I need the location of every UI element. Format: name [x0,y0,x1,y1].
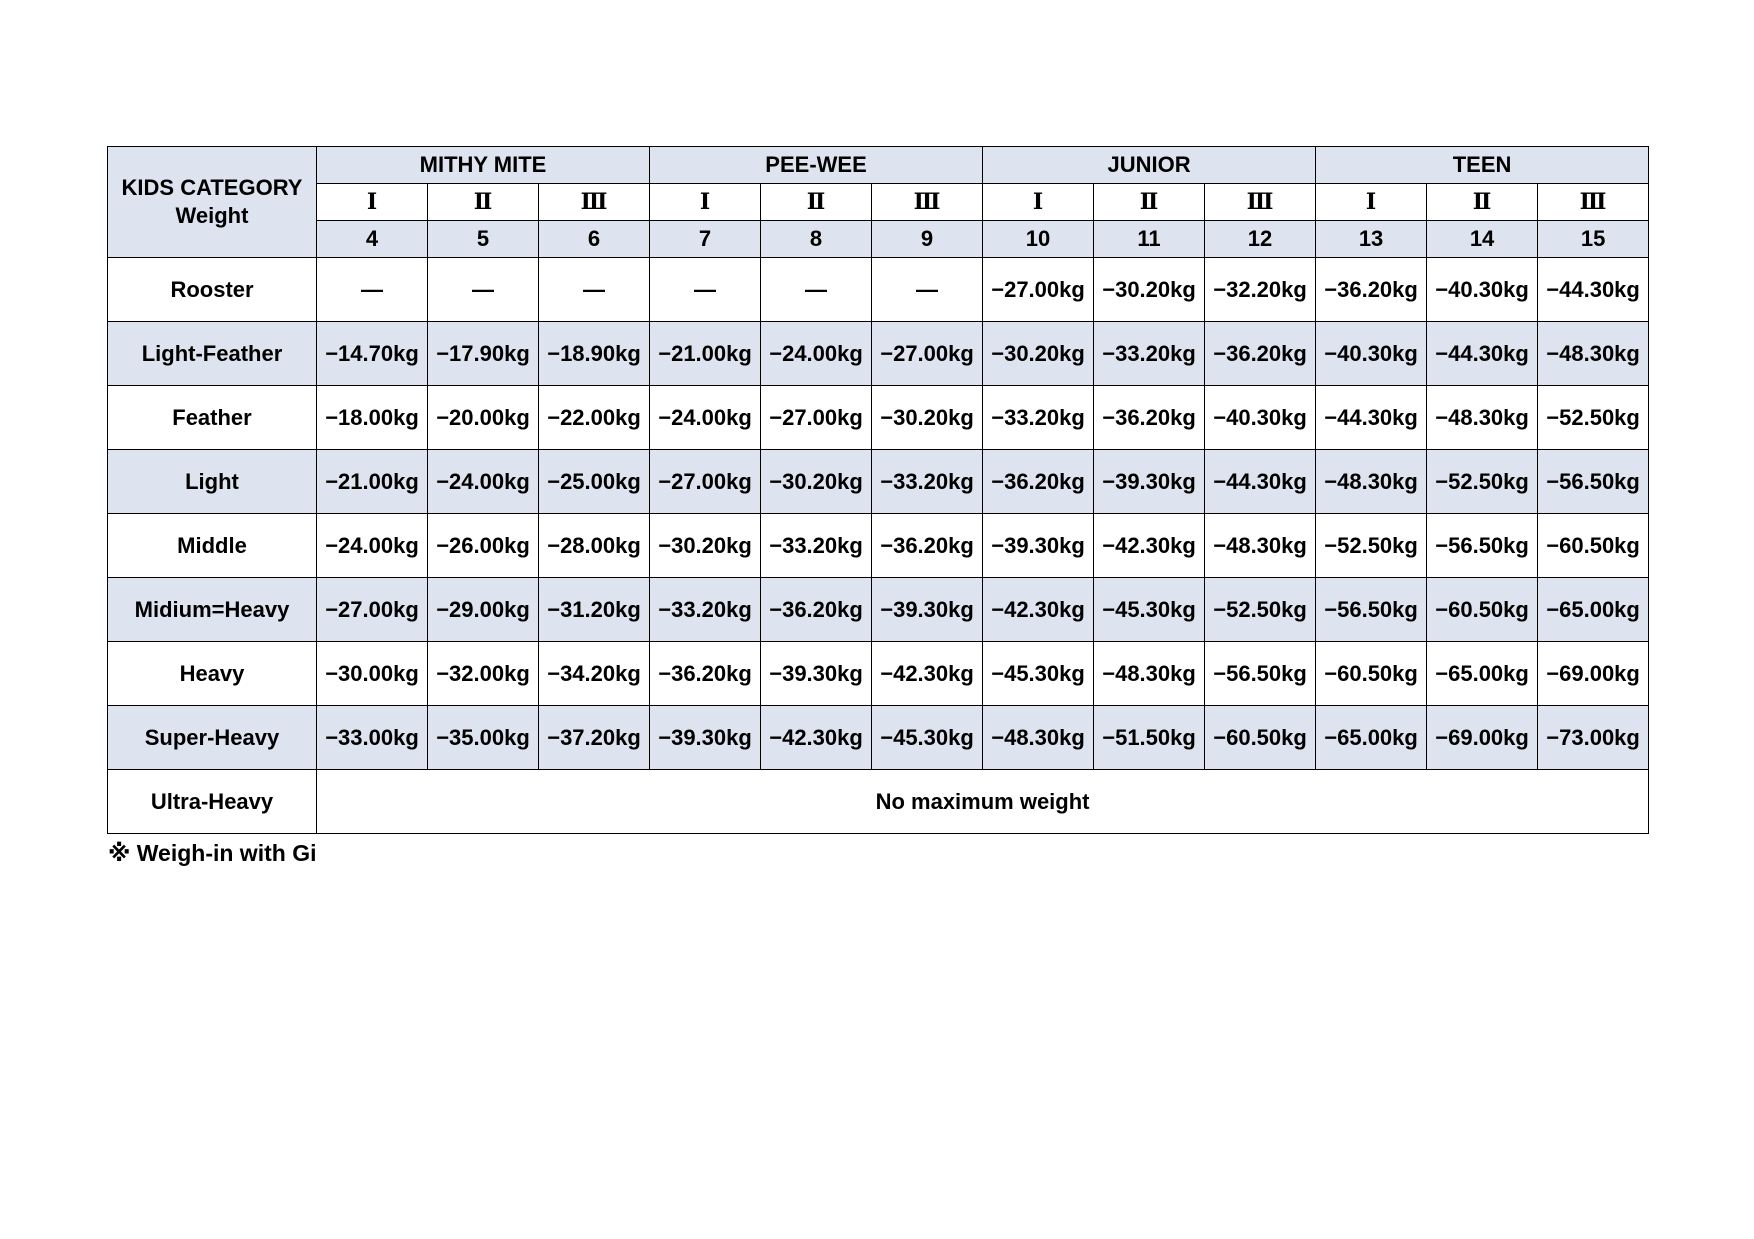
weight-cell: −65.00kg [1316,706,1427,770]
weight-cell: −45.30kg [1094,578,1205,642]
table-row [108,770,1649,834]
level-header: Ⅰ [983,184,1094,221]
weight-cell: −48.30kg [1094,642,1205,706]
corner-subtitle: Weight [175,203,249,228]
table-row [108,514,1649,578]
level-header: Ⅰ [1316,184,1427,221]
weight-cell: −56.50kg [1316,578,1427,642]
weight-cell: −24.00kg [650,386,761,450]
age-header: 15 [1538,221,1649,258]
level-header: Ⅲ [872,184,983,221]
weight-cell: −33.20kg [761,514,872,578]
weight-cell: −14.70kg [317,322,428,386]
category-label: Feather [108,386,317,450]
weight-cell: −20.00kg [428,386,539,450]
weight-cell: −27.00kg [872,322,983,386]
no-maximum-cell: No maximum weight [317,770,1649,834]
weight-cell: −27.00kg [761,386,872,450]
weight-cell: −29.00kg [428,578,539,642]
level-header: Ⅰ [317,184,428,221]
table-row [108,706,1649,770]
category-label: Heavy [108,642,317,706]
weight-cell: −65.00kg [1427,642,1538,706]
weight-cell: −42.30kg [1094,514,1205,578]
age-header: 13 [1316,221,1427,258]
weight-cell: −26.00kg [428,514,539,578]
age-header: 11 [1094,221,1205,258]
weight-cell: −60.50kg [1205,706,1316,770]
weight-cell: −36.20kg [983,450,1094,514]
weight-cell: −35.00kg [428,706,539,770]
weight-cell: — [650,258,761,322]
weight-cell: — [872,258,983,322]
weight-cell: −56.50kg [1205,642,1316,706]
weight-cell: −36.20kg [761,578,872,642]
weight-cell: −48.30kg [1427,386,1538,450]
weight-cell: −32.20kg [1205,258,1316,322]
weight-cell: −40.30kg [1316,322,1427,386]
category-label: Rooster [108,258,317,322]
age-header: 6 [539,221,650,258]
age-header: 9 [872,221,983,258]
group-header: PEE-WEE [650,147,983,184]
weight-cell: −30.20kg [872,386,983,450]
age-header: 7 [650,221,761,258]
group-header: TEEN [1316,147,1649,184]
weight-cell: −24.00kg [761,322,872,386]
weight-cell: −36.20kg [1316,258,1427,322]
weight-cell: −48.30kg [1205,514,1316,578]
weight-cell: −45.30kg [983,642,1094,706]
weight-cell: −44.30kg [1538,258,1649,322]
age-header: 14 [1427,221,1538,258]
weight-cell: −30.20kg [650,514,761,578]
weight-cell: −42.30kg [983,578,1094,642]
weight-cell: −27.00kg [317,578,428,642]
weight-cell: −44.30kg [1427,322,1538,386]
weight-cell: −60.50kg [1427,578,1538,642]
age-header: 4 [317,221,428,258]
level-header: Ⅱ [761,184,872,221]
corner-header [108,147,317,258]
weight-cell: — [539,258,650,322]
weight-cell: −27.00kg [650,450,761,514]
level-header: Ⅰ [650,184,761,221]
age-header: 10 [983,221,1094,258]
group-header: MITHY MITE [317,147,650,184]
weight-cell: −24.00kg [317,514,428,578]
weight-cell: −33.00kg [317,706,428,770]
weight-cell: −22.00kg [539,386,650,450]
weight-cell: −18.90kg [539,322,650,386]
level-header: Ⅲ [1205,184,1316,221]
category-label: Light [108,450,317,514]
level-header: Ⅲ [539,184,650,221]
weight-cell: −60.50kg [1316,642,1427,706]
weight-cell: −56.50kg [1538,450,1649,514]
weight-category-table [107,146,1649,834]
weight-cell: −30.20kg [983,322,1094,386]
weight-cell: −21.00kg [317,450,428,514]
weight-cell: −28.00kg [539,514,650,578]
weight-cell: −39.30kg [872,578,983,642]
weight-cell: −69.00kg [1427,706,1538,770]
weight-cell: −56.50kg [1427,514,1538,578]
weigh-in-note: ※ Weigh-in with Gi [108,840,317,866]
weight-cell: −42.30kg [761,706,872,770]
weight-cell: −39.30kg [1094,450,1205,514]
levels-row [108,184,1649,221]
weight-cell: −69.00kg [1538,642,1649,706]
weight-cell: −30.00kg [317,642,428,706]
table-row [108,386,1649,450]
weight-cell: −52.50kg [1427,450,1538,514]
level-header: Ⅲ [1538,184,1649,221]
category-label: Midium=Heavy [108,578,317,642]
weight-cell: −36.20kg [1205,322,1316,386]
category-label: Super-Heavy [108,706,317,770]
weight-cell: −48.30kg [1538,322,1649,386]
weight-cell: −36.20kg [1094,386,1205,450]
weight-cell: −30.20kg [761,450,872,514]
weight-cell: −52.50kg [1538,386,1649,450]
weight-cell: −39.30kg [650,706,761,770]
weight-cell: −37.20kg [539,706,650,770]
corner-title: KIDS CATEGORY [121,175,303,200]
table-row [108,642,1649,706]
weight-cell: −48.30kg [983,706,1094,770]
table-row [108,450,1649,514]
category-label: Middle [108,514,317,578]
weight-cell: −32.00kg [428,642,539,706]
weight-cell: −52.50kg [1205,578,1316,642]
weight-cell: — [761,258,872,322]
level-header: Ⅱ [1427,184,1538,221]
weight-cell: −21.00kg [650,322,761,386]
weight-cell: — [317,258,428,322]
weight-cell: −40.30kg [1205,386,1316,450]
table-row [108,578,1649,642]
weight-cell: −33.20kg [650,578,761,642]
category-label: Light-Feather [108,322,317,386]
weight-cell: −25.00kg [539,450,650,514]
weight-cell: −44.30kg [1316,386,1427,450]
weight-cell: −31.20kg [539,578,650,642]
ages-row [108,221,1649,258]
weight-cell: −48.30kg [1316,450,1427,514]
weight-cell: −36.20kg [872,514,983,578]
weight-cell: −40.30kg [1427,258,1538,322]
weight-cell: −17.90kg [428,322,539,386]
table-row [108,322,1649,386]
level-header: Ⅱ [428,184,539,221]
category-label: Ultra-Heavy [108,770,317,834]
level-header: Ⅱ [1094,184,1205,221]
weight-cell: −18.00kg [317,386,428,450]
weight-cell: −30.20kg [1094,258,1205,322]
weight-cell: — [428,258,539,322]
age-header: 12 [1205,221,1316,258]
weight-cell: −44.30kg [1205,450,1316,514]
weight-cell: −34.20kg [539,642,650,706]
weight-cell: −60.50kg [1538,514,1649,578]
age-header: 5 [428,221,539,258]
weight-cell: −33.20kg [872,450,983,514]
weight-cell: −24.00kg [428,450,539,514]
weight-cell: −42.30kg [872,642,983,706]
weight-cell: −27.00kg [983,258,1094,322]
weight-cell: −39.30kg [761,642,872,706]
weight-cell: −36.20kg [650,642,761,706]
group-header: JUNIOR [983,147,1316,184]
weight-cell: −33.20kg [1094,322,1205,386]
weight-cell: −45.30kg [872,706,983,770]
table-row [108,258,1649,322]
weight-cell: −52.50kg [1316,514,1427,578]
weight-cell: −73.00kg [1538,706,1649,770]
weight-cell: −51.50kg [1094,706,1205,770]
weight-cell: −39.30kg [983,514,1094,578]
weight-cell: −65.00kg [1538,578,1649,642]
age-header: 8 [761,221,872,258]
weight-cell: −33.20kg [983,386,1094,450]
